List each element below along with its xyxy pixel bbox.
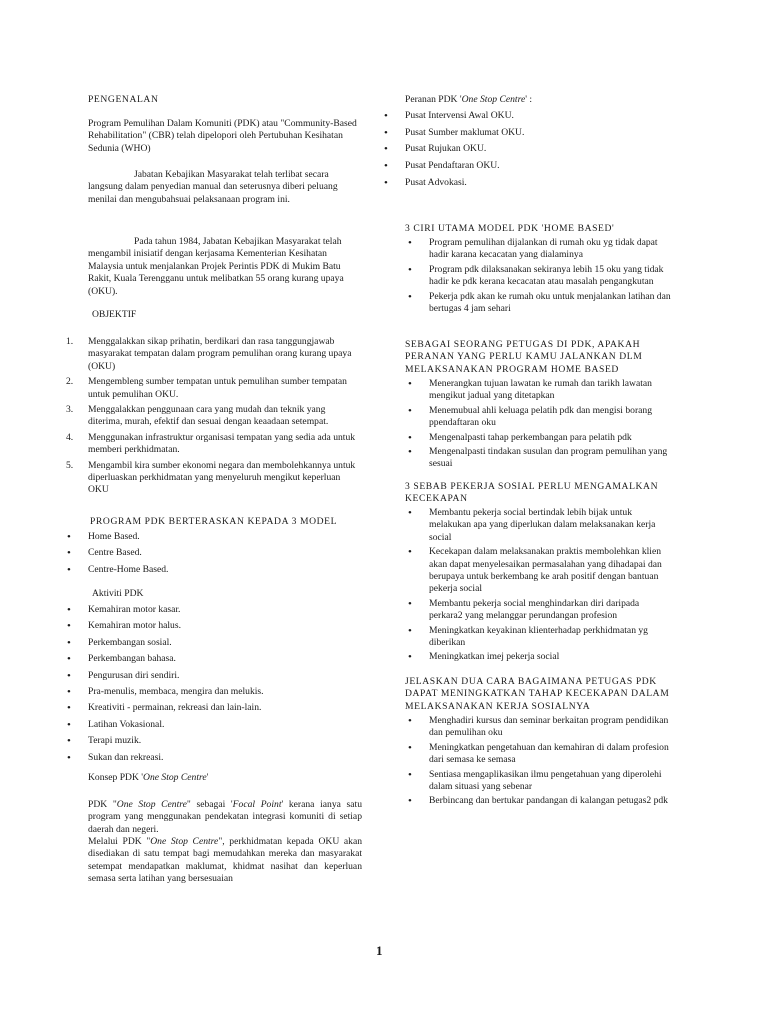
aktiviti-list [88, 604, 362, 768]
aktiviti-item: • Sukan dan rekreasi. [88, 752, 362, 764]
sebab-item: • Membantu pekerja social bertindak lebih bijak untuk melakukan apa yang diperlukan dalam melaksanakan kerja social [429, 507, 675, 544]
model-item: • Home Based. [88, 531, 362, 543]
peranan2-list [429, 378, 675, 473]
peranan-list [405, 110, 675, 194]
peranan2-heading: SEBAGAI SEORANG PETUGAS DI PDK, APAKAH PERANAN YANG PERLU KAMU JALANKAN DLM MELAKSANAKAN PROGRAM HOME BASED [405, 339, 643, 375]
peranan2-item: • Mengenalpasti tahap perkembangan para pelatih pdk [429, 432, 675, 444]
aktiviti-item: • Perkembangan sosial. [88, 637, 362, 649]
peranan-item: • Pusat Sumber maklumat OKU. [405, 127, 675, 139]
objektif-heading: OBJEKTIF [92, 309, 137, 320]
sebab-list [429, 507, 675, 666]
aktiviti-item: • Kemahiran motor kasar. [88, 604, 362, 616]
model-heading: PROGRAM PDK BERTERASKAN KEPADA 3 MODEL [90, 516, 338, 527]
peranan-item: • Pusat Pendaftaran OKU. [405, 160, 675, 172]
objektif-item: 4. Menggunakan infrastruktur organisasi tempatan yang sedia ada untuk memberi perkhidmatan. [66, 431, 356, 456]
ciri-list [429, 237, 675, 317]
intro-paragraph-2: Jabatan Kebajikan Masyarakat telah terlibat secara langsung dalam penyedian manual dan seterusnya diberi peluang menilai dan mengubahsuai pelaksanaan program ini. [88, 169, 338, 205]
cara-item: • Meningkatkan pengetahuan dan kemahiran di dalam profesion dari semasa ke semasa [429, 742, 675, 767]
objektif-item: 3. Menggalakkan penggunaan cara yang mudah dan teknik yang diterima, murah, efektif dan sesuai dengan keaadaan setempat. [66, 404, 329, 428]
objektif-item: 5. Mengambil kira sumber ekonomi negara dan membolehkannya untuk diperluaskan perkhidmatan yang menyeluruh mengikut keperluan OKU [66, 459, 356, 496]
aktiviti-item: • Kemahiran motor halus. [88, 620, 362, 632]
cara-list [429, 715, 675, 810]
model-item: • Centre Based. [88, 547, 362, 559]
sebab-item: • Membantu pekerja social menghindarkan diri daripada perkara2 yang melanggar perundangan profesion [429, 598, 675, 623]
objektif-list [66, 336, 362, 500]
cara-item: • Berbincang dan bertukar pandangan di kalangan petugas2 pdk [429, 795, 675, 807]
aktiviti-item: • Latihan Vokasional. [88, 719, 362, 731]
cara-item: • Menghadiri kursus dan seminar berkaitan program pendidikan dan pemulihan oku [429, 715, 675, 740]
objektif-item: 1. Menggalakkan sikap prihatin, berdikari dan rasa tanggungjawab masyarakat tempatan dalam program pemulihan orang kurang upaya (OKU) [66, 336, 352, 372]
peranan2-item: • Menerangkan tujuan lawatan ke rumah dan tarikh lawatan mengikut jadual yang ditetapkan [429, 378, 675, 403]
page-number: 1 [376, 943, 383, 958]
konsep-heading: Konsep PDK 'One Stop Centre' [88, 772, 209, 783]
ciri-item: • Program pemulihan dijalankan di rumah oku yg tidak dapat hadir karana kecacatan yang dialaminya [429, 237, 675, 262]
objektif-item: 2. Mengembleng sumber tempatan untuk pemulihan sumber tempatan untuk pemulihan OKU. [66, 376, 347, 400]
ciri-heading: 3 CIRI UTAMA MODEL PDK 'HOME BASED' [405, 223, 615, 234]
cara-item: • Sentiasa mengaplikasikan ilmu pengetahuan yang diperolehi dalam situasi yang sebenar [429, 769, 675, 794]
aktiviti-item: • Pengurusan diri sendiri. [88, 670, 362, 682]
cara-heading: JELASKAN DUA CARA BAGAIMANA PETUGAS PDK DAPAT MENINGKATKAN TAHAP KECEKAPAN DALAM MELAKSANAKAN KERJA SOSIALNYA [405, 676, 670, 712]
peranan-heading: Peranan PDK 'One Stop Centre' : [405, 94, 533, 105]
sebab-item: • Meningkatkan imej pekerja social [429, 651, 675, 663]
peranan-item: • Pusat Advokasi. [405, 177, 675, 189]
aktiviti-item: • Perkembangan bahasa. [88, 653, 362, 665]
model-item: • Centre-Home Based. [88, 564, 362, 576]
model-list [88, 531, 362, 580]
aktiviti-item: • Kreativiti - permainan, rekreasi dan lain-lain. [88, 702, 362, 714]
aktiviti-heading: Aktiviti PDK [92, 588, 144, 599]
sebab-item: • Kecekapan dalam melaksanakan praktis membolehkan klien akan dapat menyelesaikan permasalahan yang dihadapai dan berupaya untuk berkembang ke arah positif dengan bantuan pekerja social [429, 546, 675, 596]
intro-heading: PENGENALAN [88, 94, 159, 105]
sebab-item: • Meningkatkan keyakinan klienterhadap perkhidmatan yg diberikan [429, 625, 675, 650]
konsep-paragraph-1: PDK "One Stop Centre" sebagai 'Focal Point' kerana ianya satu program yang menggunakan pendekatan integrasi komuniti di setiap daerah dan negeri. [88, 799, 362, 835]
ciri-item: • Program pdk dilaksanakan sekiranya lebih 15 oku yang tidak hadir ke pdk kerana kecacatan atau masalah pengangkutan [429, 264, 675, 289]
aktiviti-item: • Pra-menulis, membaca, mengira dan melukis. [88, 686, 362, 698]
intro-paragraph-3: Pada tahun 1984, Jabatan Kebajikan Masyarakat telah mengambil inisiatif dengan kerjasama Kementerian Kesihatan Malaysia untuk menjalankan Projek Perintis PDK di Mukim Batu Rakit, Kuala Terengganu untuk melibatkan 55 orang kurang upaya (OKU). [88, 236, 344, 297]
peranan-item: • Pusat Rujukan OKU. [405, 143, 675, 155]
ciri-item: • Pekerja pdk akan ke rumah oku untuk menjalankan latihan dan bertugas 4 jam sehari [429, 291, 675, 316]
konsep-paragraph-2: Melalui PDK "One Stop Centre", perkhidmatan kepada OKU akan disediakan di satu tempat bagi memudahkan mereka dan masyarakat setempat mendapatkan maklumat, khidmat nasihat dan keperluan semasa serta latihan yang bersesuaian [88, 836, 362, 885]
aktiviti-item: • Terapi muzik. [88, 735, 362, 747]
peranan-item: • Pusat Intervensi Awal OKU. [405, 110, 675, 122]
peranan2-item: • Mengenalpasti tindakan susulan dan program pemulihan yang sesuai [429, 446, 675, 471]
sebab-heading: 3 SEBAB PEKERJA SOSIAL PERLU MENGAMALKAN KECEKAPAN [405, 481, 659, 505]
intro-paragraph-1: Program Pemulihan Dalam Komuniti (PDK) atau "Community-Based Rehabilitation" (CBR) telah dipelopori oleh Pertubuhan Kesihatan Sedunia (WHO) [88, 118, 357, 154]
peranan2-item: • Menemubual ahli keluaga pelatih pdk dan mengisi borang ppendaftaran oku [429, 405, 675, 430]
